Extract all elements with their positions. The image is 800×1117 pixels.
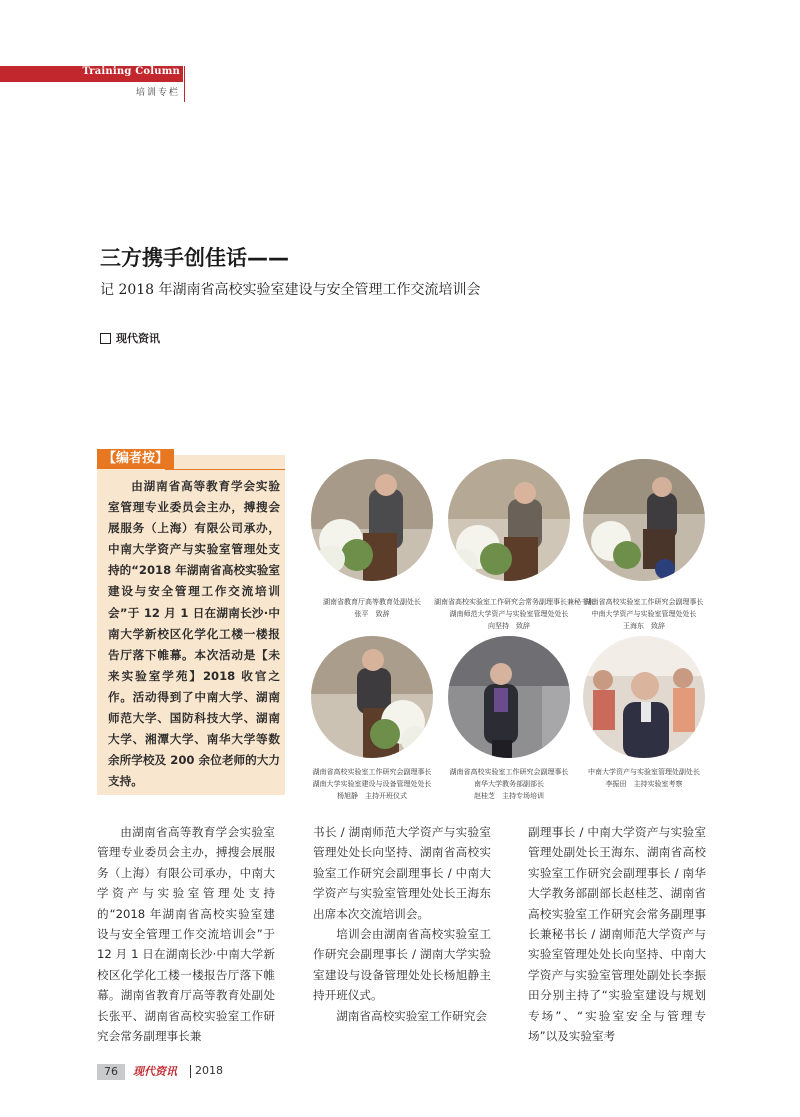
photo-caption-1: 湖南省教育厅高等教育处副处长 张平 致辞: [323, 598, 421, 618]
page-number: 76: [97, 1064, 125, 1080]
paragraph: 书长 / 湖南师范大学资产与实验室管理处处长向坚持、湖南省高校实验室工作研究会副理事长 / 中南大学资产与实验室管理处处长王海东出席本次交流培训会。: [313, 825, 491, 921]
speaker-photo-3: [583, 459, 705, 581]
photo-caption-4: 湖南省高校实验室工作研究会副理事长 湖南大学实验室建设与设备管理处处长 杨旭静 主持开班仪式: [312, 768, 432, 800]
body-column-1: [97, 822, 275, 1046]
speaker-photo-4: [311, 636, 433, 758]
body-column-3: [528, 822, 706, 1046]
paragraph: 副理事长 / 中南大学资产与实验室管理处副处长王海东、湖南省高校实验室工作研究会副理事长 / 南华大学教务部副部长赵桂芝、湖南省高校实验室工作研究会常务副理事长兼秘书长 / 湖南师范大学资产与实验室管理处处长向坚持、中南大学资产与实验室管理处副处长李振田分别主持了“实验室建设与规划专场”、“实验室安全与管理专场”以及实验室考: [528, 825, 706, 1044]
speaker-photo-6: [583, 636, 705, 758]
editor-note-text: 由湖南省高等教育学会实验室管理专业委员会主办，搏搜会展服务（上海）有限公司承办，中南大学资产与实验室管理处支持的“2018 年湖南省高校实验室建设与安全管理工作交流培训会”于 12 月 1 日在湖南长沙·中南大学新校区化学化工楼一楼报告厅落下帷幕。本次活动是【未来实验室学苑】2018 收官之作。活动得到了中南大学、湖南师范大学、国防科技大学、湖南大学、湘潭大学、南华大学等数余所学校及 200 余位老师的大力支持。: [108, 479, 280, 789]
article-subtitle: 记 2018 年湖南省高校实验室建设与安全管理工作交流培训会: [100, 282, 481, 298]
speaker-photo-2: [448, 459, 570, 581]
paragraph: 培训会由湖南省高校实验室工作研究会副理事长 / 湖南大学实验室建设与设备管理处处长杨旭静主持开班仪式。: [313, 927, 491, 1003]
header-divider: [184, 66, 185, 102]
square-icon: [100, 333, 111, 344]
photo-caption-5: 湖南省高校实验室工作研究会副理事长 南华大学教务部副部长 赵桂芝 主持专场培训: [449, 768, 569, 800]
photo-caption-2: 湖南省高校实验室工作研究会常务副理事长兼秘书长 湖南师范大学资产与实验室管理处处长 向坚持 致辞: [434, 598, 595, 630]
article-title: 三方携手创佳话——: [100, 246, 289, 270]
paragraph: 湖南省高校实验室工作研究会: [336, 1008, 487, 1023]
body-column-2: [313, 822, 491, 1026]
issue-year: 2018: [195, 1064, 223, 1077]
article-source: [100, 330, 160, 346]
column-title-en: Training Column: [82, 66, 180, 77]
magazine-name: 现代资讯: [133, 1065, 177, 1078]
editor-note-rule: [165, 469, 285, 470]
editor-note-tag: 【编者按】: [97, 449, 174, 469]
photo-caption-3: 湖南省高校实验室工作研究会副理事长 中南大学资产与实验室管理处处长 王海东 致辞: [584, 598, 704, 630]
speaker-photo-1: [311, 459, 433, 581]
column-title-cn: 培训专栏: [135, 88, 180, 98]
source-label: 现代资讯: [116, 332, 160, 345]
paragraph: 由湖南省高等教育学会实验室管理专业委员会主办，搏搜会展服务（上海）有限公司承办，中南大学资产与实验室管理处支持的“2018 年湖南省高校实验室建设与安全管理工作交流培训会”于 12 月 1 日在湖南长沙·中南大学新校区化学化工楼一楼报告厅落下帷幕。湖南省教育厅高等教育处副处长张平、湖南省高校实验室工作研究会常务副理事长兼: [97, 825, 275, 1044]
speaker-photo-5: [448, 636, 570, 758]
footer-divider: [190, 1065, 191, 1078]
photo-caption-6: 中南大学资产与实验室管理处副处长 李振田 主持实验室考察: [588, 768, 700, 788]
